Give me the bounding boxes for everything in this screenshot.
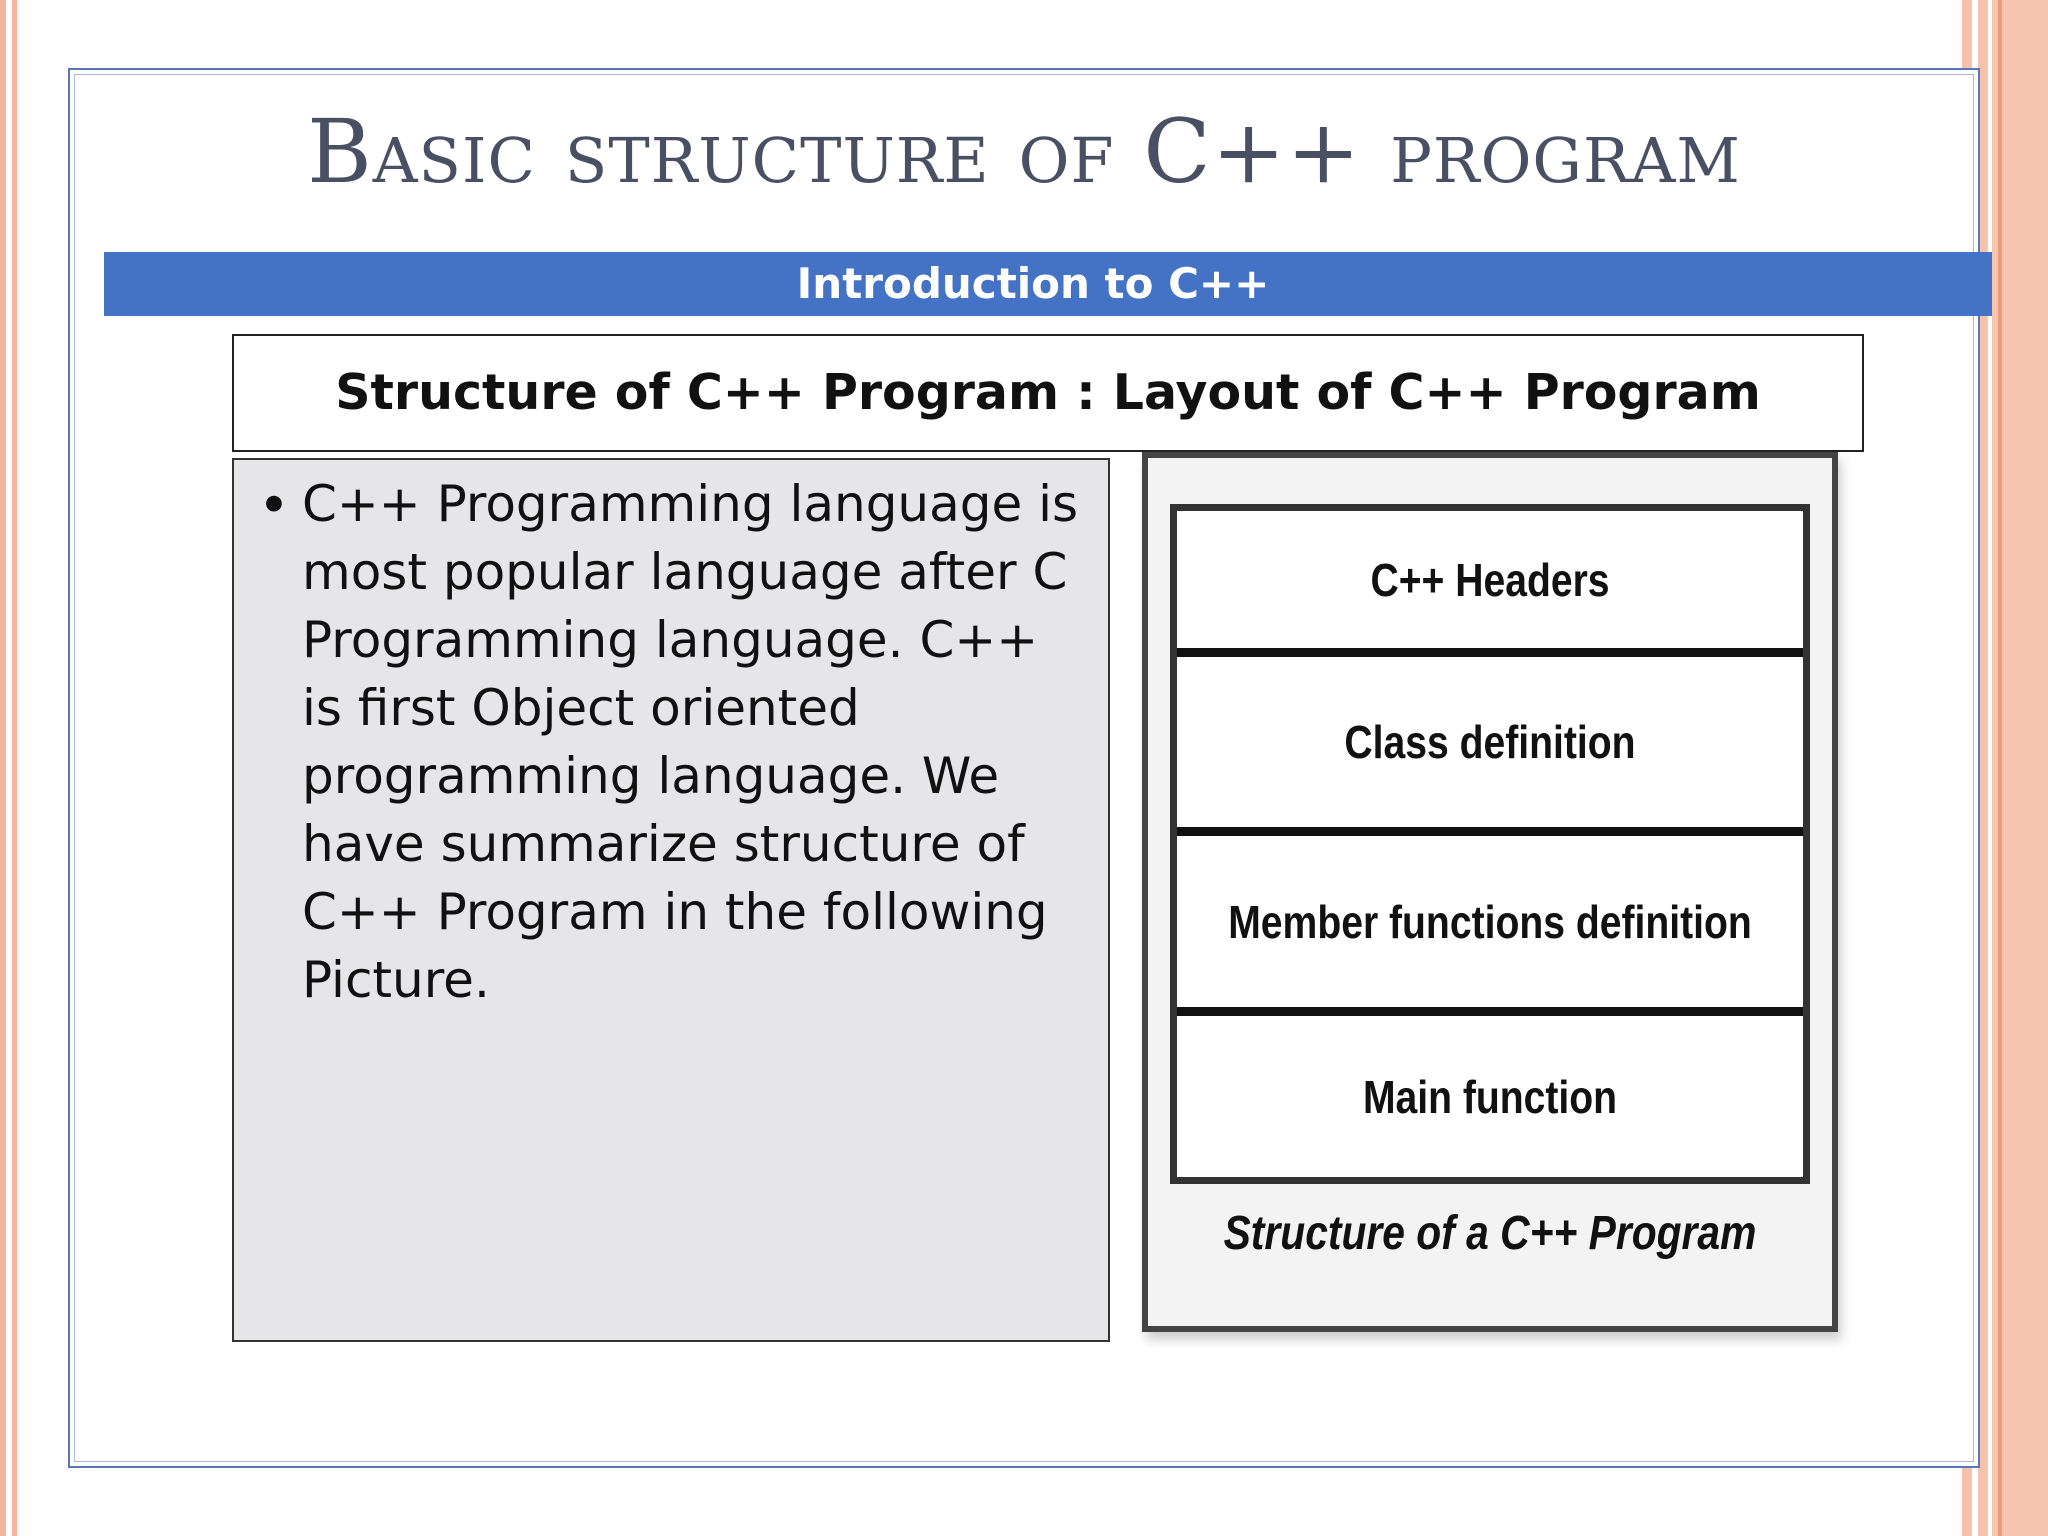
layer-main-function: Main function <box>1362 1070 1618 1123</box>
left-decor-stripe <box>12 0 17 1536</box>
layer-member-functions: Member functions definition <box>1228 895 1752 948</box>
layer-divider <box>1177 1007 1803 1016</box>
subtitle-box: Structure of C++ Program : Layout of C++ Program <box>232 334 1864 452</box>
left-decor-stripe <box>0 0 6 1536</box>
diagram-caption: Structure of a C++ Program <box>1223 1207 1757 1260</box>
diagram-layer-stack <box>1170 504 1810 1184</box>
layer-divider <box>1177 648 1803 657</box>
body-text: C++ Programming language is most popular language after C Programming language. C++ is first Object oriented programming language. We have summarize structure of C++ Program in the following Picture. <box>302 475 1079 1009</box>
layer-class-definition: Class definition <box>1344 716 1636 768</box>
structure-diagram <box>1142 452 1838 1332</box>
layer-headers: C++ Headers <box>1370 553 1610 606</box>
bullet-marker: • <box>258 474 290 537</box>
right-decor-line <box>1998 0 2002 1536</box>
layer-divider <box>1177 827 1803 836</box>
text-panel <box>232 458 1110 1342</box>
slide-title: Basic structure of C++ program <box>307 100 1741 203</box>
section-band: Introduction to C++ <box>104 252 1992 316</box>
